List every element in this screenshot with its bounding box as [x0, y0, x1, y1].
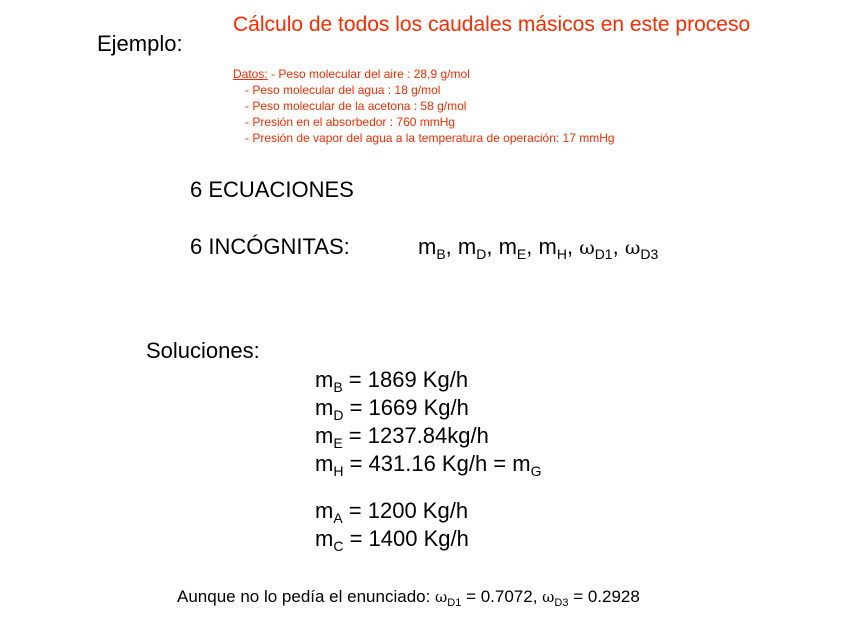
result-sub: H	[333, 463, 344, 479]
m-symbol: m	[315, 367, 334, 392]
omega-symbol: ω	[435, 588, 448, 606]
result-value: = 1669 Kg/h	[343, 395, 469, 420]
result-md	[315, 395, 469, 421]
unknowns-list	[418, 234, 658, 260]
footnote-prefix: Aunque no lo pedía el enunciado:	[177, 587, 436, 606]
data-line-5: - Presión de vapor del agua a la temperatura de operación: 17 mmHg	[245, 131, 615, 145]
m-symbol: m	[498, 234, 517, 259]
data-block	[233, 66, 615, 146]
result-sub: B	[333, 379, 343, 395]
m-symbol: m	[457, 234, 477, 259]
data-line-4: - Presión en el absorbedor : 760 mmHg	[245, 115, 456, 129]
separator: ,	[612, 234, 625, 259]
omega-symbol: ω	[624, 237, 641, 259]
separator: ,	[526, 234, 539, 259]
omega-symbol: ω	[542, 588, 555, 606]
result-ma	[315, 498, 468, 524]
omega-symbol: ω	[579, 237, 595, 259]
slide-title: Cálculo de todos los caudales másicos en este proceso	[233, 13, 751, 36]
sub-h: H	[556, 246, 567, 262]
result-sub: A	[333, 510, 343, 526]
example-heading: Ejemplo:	[97, 31, 183, 56]
omega-d1-value: = 0.7072,	[461, 587, 543, 606]
result-value: = 1237.84kg/h	[342, 423, 489, 448]
unknowns-label: 6 INCÓGNITAS:	[190, 234, 350, 259]
data-line-3: - Peso molecular de la acetona : 58 g/mol	[245, 99, 467, 113]
m-symbol: m	[315, 395, 334, 420]
m-symbol: m	[315, 423, 334, 448]
separator: ,	[566, 234, 580, 259]
separator: ,	[445, 234, 458, 259]
result-mb	[315, 367, 468, 393]
m-symbol: m	[418, 234, 437, 259]
omega-d3-value: = 0.2928	[568, 587, 640, 606]
m-symbol: m	[315, 498, 334, 523]
result-value: = 1400 Kg/h	[343, 526, 469, 551]
sub-b: B	[436, 246, 446, 262]
sub-d3: D3	[640, 246, 659, 262]
result-sub: C	[333, 538, 344, 554]
sub-e: E	[516, 246, 527, 262]
result-sub: D	[333, 407, 344, 423]
data-label: Datos:	[233, 67, 268, 81]
result-value: = 431.16 Kg/h = m	[343, 451, 531, 476]
data-line-1	[233, 66, 615, 82]
data-line-text: - Peso molecular del aire : 28,9 g/mol	[271, 67, 470, 81]
separator: ,	[486, 234, 499, 259]
result-sub-g: G	[530, 463, 542, 479]
equations-count: 6 ECUACIONES	[190, 177, 354, 202]
data-line-2: - Peso molecular del agua : 18 g/mol	[245, 83, 441, 97]
sub-d3: D3	[554, 597, 569, 609]
result-sub: E	[333, 435, 343, 451]
result-mh	[315, 451, 541, 477]
result-mc	[315, 526, 469, 552]
sub-d: D	[476, 246, 487, 262]
solutions-label: Soluciones:	[146, 338, 260, 363]
result-value: = 1200 Kg/h	[342, 498, 469, 523]
result-me	[315, 423, 489, 449]
m-symbol: m	[315, 526, 334, 551]
m-symbol: m	[538, 234, 557, 259]
m-symbol: m	[315, 451, 334, 476]
footnote	[177, 587, 640, 607]
sub-d1: D1	[594, 246, 613, 262]
sub-d1: D1	[447, 597, 462, 609]
result-value: = 1869 Kg/h	[342, 367, 469, 392]
